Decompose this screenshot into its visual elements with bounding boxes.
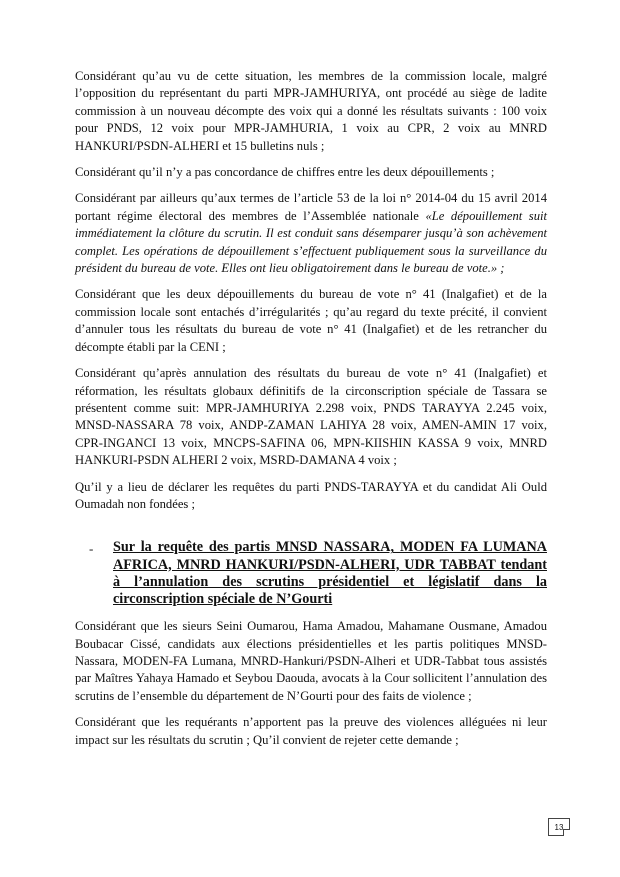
paragraph-irregularities: Considérant que les deux dépouillements du bureau de vote n° 41 (Inalgafiet) et de la commission locale sont entachés d’irrégularités ; qu’au regard du texte précité, il convient d’annuler tous les résultats du bureau de vote n° 41 (Inalgafiet) et de les retrancher du décompte établi par la CENI ; [75, 287, 547, 354]
paragraph-final-results: Considérant qu’après annulation des résultats du bureau de vote n° 41 (Inalgafiet) et réformation, les résultats globaux définitifs de la circonscription spéciale de Tassara se présentent comme suit: MPR-JAMHURIYA 2.298 voix, PNDS TARAYYA 2.245 voix, MNSD-NASSARA 78 voix, ANDP-ZAMAN LAHIYA 28 voix, AMEN-AMIN 17 voix, CPR-INGANCI 13 voix, MNCPS-SAFINA 06, MPN-KIISHIN KASSA 9 voix, MNRD HANKURI-PSDN ALHERI 2 voix, MSRD-DAMANA 4 voix ; [75, 366, 547, 468]
paragraph-ngourti-request: Considérant que les sieurs Seini Oumarou, Hama Amadou, Mahamane Ousmane, Amadou Boubacar Cissé, candidats aux élections présidentielles et les partis politiques MNSD-Nassara, MODEN-FA Lumana, MNRD-Hankuri/PSDN-Alheri et UDR-Tabbat tous assistés par Maîtres Yahaya Hamado et Seybou Daouda, avocats à la Cour sollicitent l’annulation des scrutins de l’ensemble du département de N’Gourti pour des faits de violence ; [75, 619, 547, 703]
page-corner-fold-icon [563, 829, 570, 836]
paragraph-article-53 [75, 190, 547, 277]
paragraph-recount: Considérant qu’au vu de cette situation, les membres de la commission locale, malgré l’opposition du représentant du parti MPR-JAMHURIYA, ont procédé au siège de ladite commission à un nouveau décompte des voix qui a donné les résultats suivants : 100 voix pour PNDS, 12 voix pour MPR-JAMHURIA, 1 voix au CPR, 2 voix au MNRD HANKURI/PSDN-ALHERI et 15 bulletins nuls ; [75, 69, 547, 153]
paragraph-no-concordance: Considérant qu’il n’y a pas concordance de chiffres entre les deux dépouillements ; [75, 165, 495, 180]
article-53-intro: Considérant par ailleurs qu’aux termes de l’article 53 de la loi n° 2014-04 du 15 avril 2014 portant régime électoral des membres de l’Assemblée nationale [75, 191, 547, 223]
list-dash: - [89, 541, 94, 557]
article-53-quote: «Le dépouillement suit immédiatement la clôture du scrutin. Il est conduit sans désemparer jusqu’à son achèvement complet. Les opérations de dépouillement s’effectuent publiquement sous la surveillance du président du bureau de vote. Elles ont lieu obligatoirement dans le bureau de vote.» ; [75, 208, 547, 276]
section-heading: Sur la requête des partis MNSD NASSARA, MODEN FA LUMANA AFRICA, MNRD HANKURI/PSDN-ALHERI, UDR TABBAT tendant à l’annulation des scrutins présidentiel et législatif dans la circonscription spéciale de N’Gourti [113, 539, 547, 607]
section-heading-block [89, 539, 547, 608]
paragraph-unfounded-requests: Qu’il y a lieu de déclarer les requêtes du parti PNDS-TARAYYA et du candidat Ali Ould Oumadah non fondées ; [75, 479, 547, 511]
page-number: 13 [548, 818, 570, 836]
paragraph-reject-request: Considérant que les requérants n’apportent pas la preuve des violences alléguées ni leur impact sur les résultats du scrutin ; Qu’il convient de rejeter cette demande ; [75, 715, 547, 747]
